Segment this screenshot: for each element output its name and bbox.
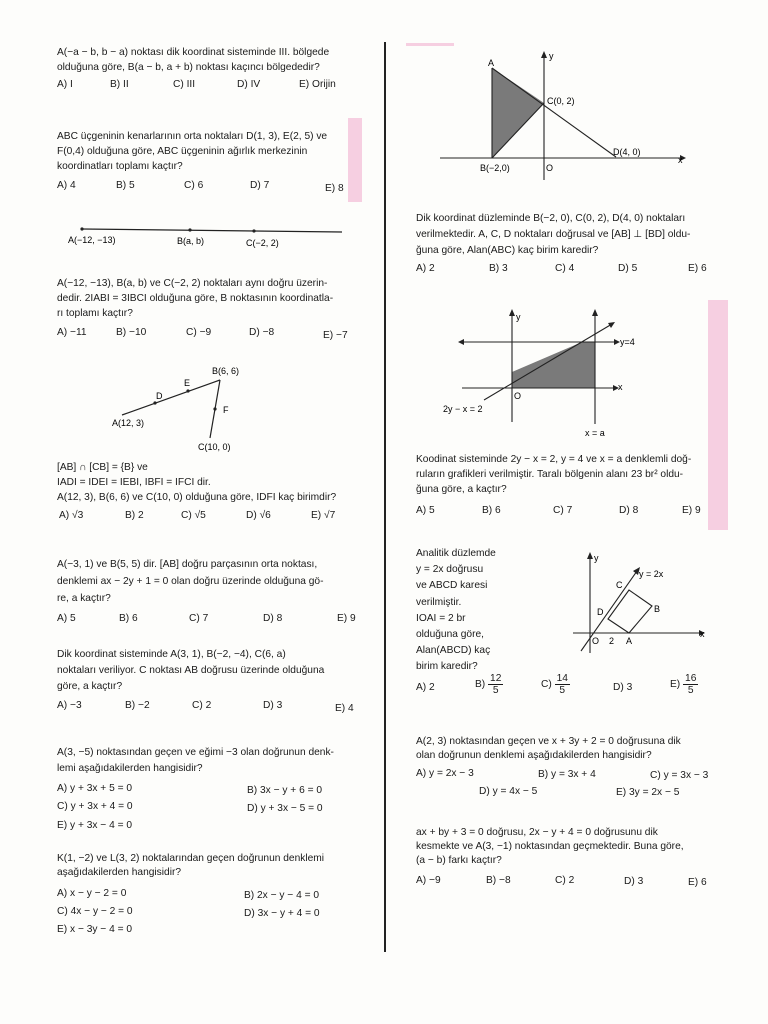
question-text: [AB] ∩ [CB] = {B} ve xyxy=(57,462,148,473)
option-d[interactable]: D) 7 xyxy=(250,180,270,191)
option-a[interactable]: A) −3 xyxy=(57,700,82,711)
label-line: 2y − x = 2 xyxy=(443,404,483,414)
option-b[interactable]: B) 6 xyxy=(482,505,501,516)
option-b[interactable] xyxy=(475,673,503,696)
option-c[interactable]: C) 6 xyxy=(184,180,204,191)
question-text: ax + by + 3 = 0 doğrusu, 2x − y + 4 = 0 doğrusunu dik xyxy=(416,827,658,838)
option-b[interactable]: B) 2 xyxy=(125,510,144,521)
label-a: A(−12, −13) xyxy=(68,235,116,245)
option-e[interactable]: E) √7 xyxy=(311,510,336,521)
option-b[interactable]: B) −10 xyxy=(116,327,147,338)
point-c xyxy=(252,229,255,232)
option-c[interactable]: C) 4x − y − 2 = 0 xyxy=(57,906,133,917)
question-text: Analitik düzlemde xyxy=(416,548,496,559)
option-e[interactable]: E) 6 xyxy=(688,877,707,888)
option-e[interactable]: E) 9 xyxy=(682,505,701,516)
option-e[interactable]: E) 4 xyxy=(335,703,354,714)
option-a[interactable]: A) √3 xyxy=(59,510,84,521)
label-b: B(−2,0) xyxy=(480,163,510,173)
answer-options xyxy=(57,887,367,945)
label-x: x xyxy=(678,155,683,165)
option-e[interactable]: E) 3y = 2x − 5 xyxy=(616,787,680,798)
option-c[interactable]: C) √5 xyxy=(181,510,206,521)
option-c[interactable]: C) y = 3x − 3 xyxy=(650,770,709,781)
y-axis-arrow-icon xyxy=(541,51,547,58)
shaded-region xyxy=(512,342,595,388)
square-figure xyxy=(565,545,715,655)
point-f xyxy=(213,407,216,410)
option-c[interactable]: C) 4 xyxy=(555,263,575,274)
option-e[interactable]: E) 9 xyxy=(337,613,356,624)
question-9 xyxy=(416,211,716,277)
denominator: 5 xyxy=(492,685,499,696)
option-b[interactable]: B) y = 3x + 4 xyxy=(538,769,596,780)
question-6 xyxy=(57,647,367,714)
label-xa: x = a xyxy=(585,428,605,438)
question-text: olduğuna göre, B(a − b, a + b) noktası kaçıncı bölgededir? xyxy=(57,62,320,73)
question-text: olan doğrunun denklemi aşağıdakilerden hangisidir? xyxy=(416,750,652,761)
option-b[interactable]: B) −2 xyxy=(125,700,150,711)
question-text: ABC üçgeninin kenarlarının orta noktaları D(1, 3), E(2, 5) ve xyxy=(57,131,328,142)
label-o: O xyxy=(592,636,600,646)
option-d[interactable]: D) 3 xyxy=(624,876,644,887)
question-text: kesmekte ve A(3, −1) noktasından geçmektedir. Buna göre, xyxy=(416,841,684,852)
option-c[interactable]: C) 7 xyxy=(189,613,209,624)
numerator: 12 xyxy=(490,673,502,684)
option-d[interactable]: D) 3x − y + 4 = 0 xyxy=(244,908,320,919)
answer-options xyxy=(57,610,367,626)
fraction xyxy=(683,673,698,696)
question-text: dedir. 2IABI = 3IBCI olduğuna göre, B noktasının koordinatla- xyxy=(57,293,334,304)
option-a[interactable]: A) y + 3x + 5 = 0 xyxy=(57,783,133,794)
label-x: x xyxy=(618,382,623,392)
question-text: A(−a − b, b − a) noktası dik koordinat sisteminde III. bölgede xyxy=(57,47,330,58)
label-b: B(6, 6) xyxy=(212,366,240,376)
option-d[interactable]: D) √6 xyxy=(246,510,271,521)
label-a: A xyxy=(626,636,633,646)
segment-ab xyxy=(122,380,220,415)
option-d[interactable]: D) 8 xyxy=(619,505,639,516)
question-text: A(2, 3) noktasından geçen ve x + 3y + 2 = 0 doğrusuna dik xyxy=(416,736,681,747)
option-e[interactable]: E) y + 3x − 4 = 0 xyxy=(57,820,133,831)
point-b xyxy=(188,228,191,231)
label-c: C(0, 2) xyxy=(547,96,575,106)
option-d[interactable]: D) 3 xyxy=(613,682,633,693)
option-b[interactable]: B) 3 xyxy=(489,263,508,274)
question-text: göre, a kaçtır? xyxy=(57,681,123,692)
option-a[interactable]: A) −11 xyxy=(57,327,87,338)
question-2 xyxy=(57,129,357,194)
option-e[interactable]: E) 6 xyxy=(688,263,707,274)
option-c-label: C) xyxy=(541,679,552,691)
fraction xyxy=(555,673,570,696)
label-d: D xyxy=(597,607,604,617)
question-text: birim karedir? xyxy=(416,661,478,673)
triangle-figure xyxy=(100,360,270,460)
label-line: y = 2x xyxy=(639,569,664,579)
label-b: B(a, b) xyxy=(177,236,205,246)
denominator: 5 xyxy=(559,685,566,696)
answer-options xyxy=(416,874,716,890)
label-a: A(12, 3) xyxy=(112,418,145,428)
label-x: x xyxy=(700,629,705,639)
point-e xyxy=(186,389,189,392)
question-text: IOAI = 2 br xyxy=(416,612,466,624)
question-text: A(3, −5) noktasından geçen ve eğimi −3 olan doğrunun denk- xyxy=(57,747,334,758)
label-o: O xyxy=(546,163,554,173)
question-11-options xyxy=(416,671,716,705)
numerator: 14 xyxy=(556,673,568,684)
question-text: denklemi ax − 2y + 1 = 0 olan doğru üzerinde olduğuna gö- xyxy=(57,576,324,587)
fraction xyxy=(488,673,503,696)
label-f: F xyxy=(223,405,229,415)
label-y: y xyxy=(516,312,521,322)
question-4 xyxy=(57,460,367,524)
label-e: E xyxy=(184,378,191,388)
option-a[interactable]: A) 2 xyxy=(416,263,435,274)
shaded-triangle xyxy=(492,68,544,158)
segment-line xyxy=(82,229,342,232)
answer-options xyxy=(416,261,716,277)
option-a[interactable]: A) 5 xyxy=(57,613,76,624)
question-text: Alan(ABCD) kaç xyxy=(416,645,491,657)
option-b[interactable]: B) 3x − y + 6 = 0 xyxy=(247,785,323,796)
question-text: A(−12, −13), B(a, b) ve C(−2, 2) noktaları aynı doğru üzerin- xyxy=(57,278,328,289)
option-a[interactable]: A) I xyxy=(57,79,73,90)
question-text: re, a kaçtır? xyxy=(57,593,111,604)
option-c[interactable]: C) 7 xyxy=(553,505,573,516)
option-c[interactable]: C) −9 xyxy=(186,327,212,338)
denominator: 5 xyxy=(687,685,694,696)
label-y: y xyxy=(594,553,599,563)
answer-options xyxy=(57,781,367,839)
option-a[interactable]: A) y = 2x − 3 xyxy=(416,768,474,779)
option-a[interactable]: A) x − y − 2 = 0 xyxy=(57,888,127,899)
answer-options xyxy=(57,508,367,524)
line-xa-arrow-icon xyxy=(592,309,598,316)
answer-options xyxy=(416,503,716,519)
point-d xyxy=(153,401,156,404)
question-text: y = 2x doğrusu xyxy=(416,564,484,576)
square-abcd xyxy=(608,590,652,633)
option-b[interactable]: B) −8 xyxy=(486,875,511,886)
option-a[interactable]: A) 2 xyxy=(416,682,435,693)
label-two: 2 xyxy=(609,636,615,646)
label-c: C xyxy=(616,580,623,590)
question-text: ve ABCD karesi xyxy=(416,580,488,592)
question-text: ğuna göre, Alan(ABC) kaç birim karedir? xyxy=(416,245,599,256)
question-1 xyxy=(57,45,367,93)
question-11 xyxy=(416,546,566,676)
option-a[interactable]: A) 4 xyxy=(57,180,76,191)
option-e[interactable]: E) Orijin xyxy=(299,79,336,90)
line-arrow-icon xyxy=(608,322,615,328)
label-c: C(10, 0) xyxy=(198,442,231,452)
option-d[interactable]: D) −8 xyxy=(249,327,275,338)
label-a: A xyxy=(488,58,495,68)
question-text: verilmiştir. xyxy=(416,596,462,608)
question-text: Dik koordinat sisteminde A(3, 1), B(−2, −4), C(6, a) xyxy=(57,649,286,660)
triangle-area-figure xyxy=(440,40,710,185)
option-b[interactable]: B) 2x − y − 4 = 0 xyxy=(244,890,320,901)
question-text: A(−3, 1) ve B(5, 5) dir. [AB] doğru parçasının orta noktası, xyxy=(57,559,318,570)
question-text: lemi aşağıdakilerden hangisidir? xyxy=(57,763,203,774)
option-d[interactable]: D) 3 xyxy=(263,700,283,711)
line-y4-arrow-icon xyxy=(458,339,464,345)
label-d: D(4, 0) xyxy=(613,147,641,157)
option-d[interactable]: D) 5 xyxy=(618,263,638,274)
option-a[interactable]: A) 5 xyxy=(416,505,435,516)
option-c[interactable]: C) III xyxy=(173,79,196,90)
label-y: y xyxy=(549,51,554,61)
question-text: rı toplamı kaçtır? xyxy=(57,308,133,319)
question-text: olduğuna göre, xyxy=(416,629,484,641)
option-b-label: B) xyxy=(475,679,486,691)
option-e[interactable]: E) x − 3y − 4 = 0 xyxy=(57,924,133,935)
y-axis-arrow-icon xyxy=(587,552,593,559)
question-7 xyxy=(57,745,367,839)
option-b[interactable]: B) 5 xyxy=(116,180,135,191)
option-e-label: E) xyxy=(670,679,681,691)
answer-options xyxy=(57,325,367,341)
option-b[interactable]: B) II xyxy=(110,79,129,90)
question-text: (a − b) farkı kaçtır? xyxy=(416,855,502,866)
answer-options xyxy=(57,698,367,714)
option-e[interactable]: E) −7 xyxy=(323,330,348,341)
question-text: noktaları veriliyor. C noktası AB doğrusu üzerinde olduğuna xyxy=(57,665,325,676)
label-d: D xyxy=(156,391,163,401)
option-e[interactable]: E) 8 xyxy=(325,183,344,194)
question-text: aşağıdakilerden hangisidir? xyxy=(57,867,182,878)
question-text: koordinatları toplamı kaçtır? xyxy=(57,161,183,172)
question-text: K(1, −2) ve L(3, 2) noktalarından geçen doğrunun denklemi xyxy=(57,853,325,864)
question-3 xyxy=(57,276,367,341)
question-text: Koodinat sisteminde 2y − x = 2, y = 4 ve x = a denklemli doğ- xyxy=(416,454,692,465)
label-o: O xyxy=(514,391,522,401)
option-d[interactable]: D) y + 3x − 5 = 0 xyxy=(247,803,323,814)
question-text: A(12, 3), B(6, 6) ve C(10, 0) olduğuna göre, IDFI kaç birimdir? xyxy=(57,492,337,503)
question-text: Dik koordinat düzleminde B(−2, 0), C(0, 2), D(4, 0) noktaları xyxy=(416,213,686,224)
shaded-region-figure xyxy=(440,302,710,442)
segment-figure xyxy=(60,220,360,250)
question-8 xyxy=(57,852,367,945)
question-12 xyxy=(416,735,716,803)
label-y4: y=4 xyxy=(620,337,635,347)
option-c[interactable] xyxy=(541,673,570,696)
option-c[interactable]: C) 2 xyxy=(192,700,212,711)
question-13 xyxy=(416,826,716,890)
option-d[interactable]: D) y = 4x − 5 xyxy=(479,786,538,797)
answer-options xyxy=(57,178,357,194)
question-text: verilmektedir. A, C, D noktaları doğrusal ve [AB] ⊥ [BD] oldu- xyxy=(416,229,691,240)
question-10 xyxy=(416,452,716,519)
question-text: F(0,4) olduğuna göre, ABC üçgeninin ağırlık merkezinin xyxy=(57,146,308,157)
option-d[interactable]: D) IV xyxy=(237,79,261,90)
question-text: ğuna göre, a kaçtır? xyxy=(416,484,507,495)
option-c[interactable]: C) y + 3x + 4 = 0 xyxy=(57,801,133,812)
option-c[interactable]: C) 2 xyxy=(555,875,575,886)
numerator: 16 xyxy=(685,673,697,684)
option-b[interactable]: B) 6 xyxy=(119,613,138,624)
label-c: C(−2, 2) xyxy=(246,238,279,248)
question-text: ruların grafikleri verilmiştir. Taralı bölgenin alanı 23 br² oldu- xyxy=(416,469,684,480)
answer-options xyxy=(416,767,716,803)
question-text: IADI = IDEI = IEBI, IBFI = IFCI dir. xyxy=(57,477,211,488)
column-divider xyxy=(384,42,386,952)
point-a xyxy=(80,227,83,230)
answer-options xyxy=(57,77,367,93)
question-5 xyxy=(57,556,367,626)
option-a[interactable]: A) −9 xyxy=(416,875,441,886)
option-d[interactable]: D) 8 xyxy=(263,613,283,624)
label-b: B xyxy=(654,604,661,614)
y-axis-arrow-icon xyxy=(509,309,515,316)
option-e[interactable] xyxy=(670,673,698,696)
